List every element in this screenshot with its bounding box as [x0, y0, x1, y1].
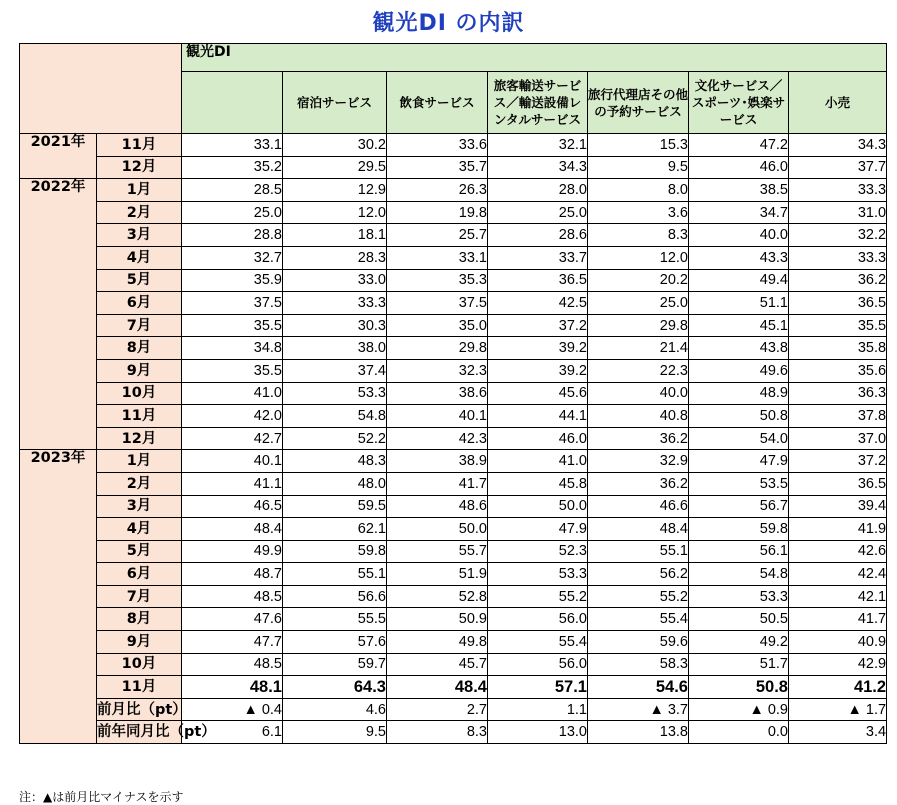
value-cell: 37.4	[283, 359, 387, 382]
summary-value-cell: 6.1	[182, 721, 283, 744]
value-cell: 43.8	[689, 337, 789, 360]
summary-value-cell: 2.7	[387, 698, 488, 721]
month-label: 2月	[97, 201, 182, 224]
month-label: 11月	[97, 676, 182, 699]
value-cell: 56.0	[488, 608, 588, 631]
month-label: 2月	[97, 472, 182, 495]
month-label: 4月	[97, 246, 182, 269]
summary-value-cell: ▲ 0.4	[182, 698, 283, 721]
value-cell: 51.9	[387, 563, 488, 586]
value-cell: 49.4	[689, 269, 789, 292]
value-cell: 35.9	[182, 269, 283, 292]
table-row	[20, 540, 887, 563]
value-cell: 57.6	[283, 631, 387, 654]
table-row	[20, 585, 887, 608]
value-cell: 56.1	[689, 540, 789, 563]
value-cell: 53.5	[689, 472, 789, 495]
footnote: 注：▲は前月比マイナスを示す	[19, 790, 184, 804]
value-cell: 40.8	[588, 405, 689, 428]
value-cell: 59.7	[283, 653, 387, 676]
value-cell: 40.0	[588, 382, 689, 405]
value-cell: 12.9	[283, 179, 387, 202]
value-cell: 36.2	[789, 269, 887, 292]
table-row	[20, 292, 887, 315]
value-cell: 3.6	[588, 201, 689, 224]
value-cell: 47.9	[488, 518, 588, 541]
value-cell: 26.3	[387, 179, 488, 202]
value-cell: 52.8	[387, 585, 488, 608]
table-row	[20, 472, 887, 495]
value-cell: 40.0	[689, 224, 789, 247]
table-row	[20, 382, 887, 405]
value-cell: 42.1	[789, 585, 887, 608]
value-cell: 50.9	[387, 608, 488, 631]
value-cell: 25.0	[182, 201, 283, 224]
value-cell: 45.7	[387, 653, 488, 676]
table-row	[20, 359, 887, 382]
value-cell: 51.7	[689, 653, 789, 676]
month-label: 11月	[97, 134, 182, 157]
value-cell: 8.3	[588, 224, 689, 247]
value-cell: 37.0	[789, 427, 887, 450]
value-cell: 48.4	[387, 676, 488, 699]
value-cell: 48.3	[283, 450, 387, 473]
value-cell: 54.8	[689, 563, 789, 586]
value-cell: 38.9	[387, 450, 488, 473]
month-label: 7月	[97, 314, 182, 337]
value-cell: 35.6	[789, 359, 887, 382]
month-label: 3月	[97, 495, 182, 518]
value-cell: 42.5	[488, 292, 588, 315]
summary-value-cell: 13.8	[588, 721, 689, 744]
value-cell: 40.9	[789, 631, 887, 654]
summary-value-cell: ▲ 3.7	[588, 698, 689, 721]
month-label: 5月	[97, 540, 182, 563]
table-row	[20, 269, 887, 292]
value-cell: 45.1	[689, 314, 789, 337]
value-cell: 38.5	[689, 179, 789, 202]
value-cell: 56.6	[283, 585, 387, 608]
value-cell: 49.6	[689, 359, 789, 382]
value-cell: 46.5	[182, 495, 283, 518]
summary-value-cell: 3.4	[789, 721, 887, 744]
table-row	[20, 676, 887, 699]
value-cell: 15.3	[588, 134, 689, 157]
value-cell: 42.9	[789, 653, 887, 676]
value-cell: 59.8	[689, 518, 789, 541]
value-cell: 30.2	[283, 134, 387, 157]
value-cell: 55.1	[588, 540, 689, 563]
value-cell: 28.3	[283, 246, 387, 269]
value-cell: 48.0	[283, 472, 387, 495]
value-cell: 19.8	[387, 201, 488, 224]
value-cell: 38.0	[283, 337, 387, 360]
table-row	[20, 405, 887, 428]
table-row	[20, 608, 887, 631]
month-label: 8月	[97, 608, 182, 631]
value-cell: 39.4	[789, 495, 887, 518]
value-cell: 58.3	[588, 653, 689, 676]
value-cell: 37.5	[387, 292, 488, 315]
value-cell: 39.2	[488, 359, 588, 382]
value-cell: 34.3	[789, 134, 887, 157]
header-col-total	[182, 72, 283, 134]
value-cell: 59.5	[283, 495, 387, 518]
header-row-1	[20, 44, 887, 72]
table-row	[20, 427, 887, 450]
value-cell: 48.4	[588, 518, 689, 541]
summary-value-cell: 4.6	[283, 698, 387, 721]
value-cell: 48.6	[387, 495, 488, 518]
value-cell: 48.5	[182, 653, 283, 676]
table-row	[20, 450, 887, 473]
value-cell: 35.2	[182, 156, 283, 179]
value-cell: 33.0	[283, 269, 387, 292]
value-cell: 54.0	[689, 427, 789, 450]
value-cell: 32.3	[387, 359, 488, 382]
value-cell: 32.1	[488, 134, 588, 157]
value-cell: 55.5	[283, 608, 387, 631]
value-cell: 42.3	[387, 427, 488, 450]
month-label: 6月	[97, 563, 182, 586]
value-cell: 55.4	[588, 608, 689, 631]
value-cell: 35.7	[387, 156, 488, 179]
value-cell: 48.1	[182, 676, 283, 699]
year-label: 2023年	[20, 450, 97, 744]
value-cell: 48.4	[182, 518, 283, 541]
value-cell: 29.8	[387, 337, 488, 360]
value-cell: 55.1	[283, 563, 387, 586]
year-label: 2022年	[20, 179, 97, 450]
table-row	[20, 179, 887, 202]
month-label: 8月	[97, 337, 182, 360]
summary-row	[20, 721, 887, 744]
value-cell: 28.0	[488, 179, 588, 202]
month-label: 7月	[97, 585, 182, 608]
value-cell: 49.8	[387, 631, 488, 654]
value-cell: 43.3	[689, 246, 789, 269]
year-label: 2021年	[20, 134, 97, 179]
value-cell: 47.6	[182, 608, 283, 631]
value-cell: 54.8	[283, 405, 387, 428]
value-cell: 50.0	[488, 495, 588, 518]
value-cell: 42.6	[789, 540, 887, 563]
summary-value-cell: ▲ 1.7	[789, 698, 887, 721]
value-cell: 55.4	[488, 631, 588, 654]
value-cell: 53.3	[283, 382, 387, 405]
summary-value-cell: 1.1	[488, 698, 588, 721]
value-cell: 46.6	[588, 495, 689, 518]
value-cell: 28.6	[488, 224, 588, 247]
value-cell: 39.2	[488, 337, 588, 360]
month-label: 3月	[97, 224, 182, 247]
month-label: 1月	[97, 179, 182, 202]
value-cell: 32.2	[789, 224, 887, 247]
value-cell: 51.1	[689, 292, 789, 315]
value-cell: 37.2	[789, 450, 887, 473]
value-cell: 62.1	[283, 518, 387, 541]
value-cell: 35.0	[387, 314, 488, 337]
table-row	[20, 653, 887, 676]
value-cell: 12.0	[283, 201, 387, 224]
value-cell: 41.1	[182, 472, 283, 495]
summary-value-cell: 8.3	[387, 721, 488, 744]
value-cell: 40.1	[182, 450, 283, 473]
value-cell: 44.1	[488, 405, 588, 428]
value-cell: 33.3	[789, 246, 887, 269]
month-label: 10月	[97, 382, 182, 405]
value-cell: 18.1	[283, 224, 387, 247]
value-cell: 36.2	[588, 427, 689, 450]
value-cell: 42.4	[789, 563, 887, 586]
value-cell: 41.7	[387, 472, 488, 495]
value-cell: 37.5	[182, 292, 283, 315]
value-cell: 52.2	[283, 427, 387, 450]
month-label: 4月	[97, 518, 182, 541]
table-row	[20, 563, 887, 586]
value-cell: 35.8	[789, 337, 887, 360]
value-cell: 49.9	[182, 540, 283, 563]
value-cell: 28.5	[182, 179, 283, 202]
value-cell: 31.0	[789, 201, 887, 224]
value-cell: 29.5	[283, 156, 387, 179]
value-cell: 54.6	[588, 676, 689, 699]
value-cell: 33.6	[387, 134, 488, 157]
value-cell: 41.7	[789, 608, 887, 631]
month-label: 9月	[97, 359, 182, 382]
month-label: 12月	[97, 427, 182, 450]
summary-value-cell: ▲ 0.9	[689, 698, 789, 721]
table-row	[20, 518, 887, 541]
value-cell: 50.8	[689, 405, 789, 428]
header-col-retail: 小売	[789, 72, 887, 134]
month-label: 5月	[97, 269, 182, 292]
value-cell: 42.0	[182, 405, 283, 428]
value-cell: 36.3	[789, 382, 887, 405]
value-cell: 30.3	[283, 314, 387, 337]
value-cell: 57.1	[488, 676, 588, 699]
value-cell: 32.7	[182, 246, 283, 269]
value-cell: 25.0	[588, 292, 689, 315]
value-cell: 49.2	[689, 631, 789, 654]
header-col-culture-sports: 文化サービス／スポーツ･娯楽サービス	[689, 72, 789, 134]
value-cell: 32.9	[588, 450, 689, 473]
value-cell: 40.1	[387, 405, 488, 428]
value-cell: 47.7	[182, 631, 283, 654]
summary-row	[20, 698, 887, 721]
month-label: 9月	[97, 631, 182, 654]
value-cell: 35.5	[182, 359, 283, 382]
value-cell: 25.7	[387, 224, 488, 247]
month-label: 6月	[97, 292, 182, 315]
value-cell: 37.7	[789, 156, 887, 179]
summary-value-cell: 0.0	[689, 721, 789, 744]
value-cell: 33.3	[789, 179, 887, 202]
value-cell: 42.7	[182, 427, 283, 450]
value-cell: 53.3	[488, 563, 588, 586]
header-corner	[20, 44, 182, 134]
value-cell: 34.7	[689, 201, 789, 224]
summary-label: 前月比（pt）	[97, 698, 182, 721]
table-row	[20, 201, 887, 224]
value-cell: 55.2	[588, 585, 689, 608]
summary-value-cell: 9.5	[283, 721, 387, 744]
month-label: 12月	[97, 156, 182, 179]
value-cell: 33.1	[182, 134, 283, 157]
month-label: 1月	[97, 450, 182, 473]
value-cell: 35.3	[387, 269, 488, 292]
value-cell: 33.3	[283, 292, 387, 315]
value-cell: 46.0	[689, 156, 789, 179]
value-cell: 9.5	[588, 156, 689, 179]
value-cell: 35.5	[182, 314, 283, 337]
value-cell: 48.5	[182, 585, 283, 608]
value-cell: 36.2	[588, 472, 689, 495]
value-cell: 33.7	[488, 246, 588, 269]
header-main: 観光DI	[182, 44, 887, 72]
table-row	[20, 314, 887, 337]
value-cell: 20.2	[588, 269, 689, 292]
value-cell: 41.9	[789, 518, 887, 541]
value-cell: 33.1	[387, 246, 488, 269]
value-cell: 56.2	[588, 563, 689, 586]
value-cell: 21.4	[588, 337, 689, 360]
month-label: 11月	[97, 405, 182, 428]
table-row	[20, 224, 887, 247]
value-cell: 47.2	[689, 134, 789, 157]
value-cell: 52.3	[488, 540, 588, 563]
value-cell: 28.8	[182, 224, 283, 247]
header-col-transport: 旅客輸送サービス／輸送設備レンタルサービス	[488, 72, 588, 134]
value-cell: 25.0	[488, 201, 588, 224]
table-row	[20, 337, 887, 360]
summary-value-cell: 13.0	[488, 721, 588, 744]
value-cell: 36.5	[789, 292, 887, 315]
value-cell: 38.6	[387, 382, 488, 405]
value-cell: 41.0	[488, 450, 588, 473]
value-cell: 37.2	[488, 314, 588, 337]
table-row	[20, 246, 887, 269]
value-cell: 64.3	[283, 676, 387, 699]
value-cell: 50.5	[689, 608, 789, 631]
value-cell: 55.2	[488, 585, 588, 608]
value-cell: 41.2	[789, 676, 887, 699]
value-cell: 35.5	[789, 314, 887, 337]
month-label: 10月	[97, 653, 182, 676]
value-cell: 45.6	[488, 382, 588, 405]
value-cell: 59.6	[588, 631, 689, 654]
value-cell: 8.0	[588, 179, 689, 202]
value-cell: 50.0	[387, 518, 488, 541]
summary-label: 前年同月比（pt）	[97, 721, 182, 744]
table-row	[20, 156, 887, 179]
value-cell: 36.5	[488, 269, 588, 292]
value-cell: 47.9	[689, 450, 789, 473]
header-col-accommodation: 宿泊サービス	[283, 72, 387, 134]
value-cell: 55.7	[387, 540, 488, 563]
value-cell: 41.0	[182, 382, 283, 405]
value-cell: 34.3	[488, 156, 588, 179]
value-cell: 34.8	[182, 337, 283, 360]
table-row	[20, 495, 887, 518]
value-cell: 37.8	[789, 405, 887, 428]
value-cell: 48.9	[689, 382, 789, 405]
header-col-food: 飲食サービス	[387, 72, 488, 134]
value-cell: 45.8	[488, 472, 588, 495]
value-cell: 36.5	[789, 472, 887, 495]
table-row	[20, 631, 887, 654]
tourism-di-table	[19, 43, 887, 744]
header-col-travel-agency: 旅行代理店その他の予約サービス	[588, 72, 689, 134]
value-cell: 22.3	[588, 359, 689, 382]
value-cell: 29.8	[588, 314, 689, 337]
value-cell: 56.0	[488, 653, 588, 676]
value-cell: 48.7	[182, 563, 283, 586]
page-title: 観光DI の内訳	[372, 11, 525, 36]
value-cell: 46.0	[488, 427, 588, 450]
value-cell: 56.7	[689, 495, 789, 518]
table-row	[20, 134, 887, 157]
value-cell: 12.0	[588, 246, 689, 269]
value-cell: 59.8	[283, 540, 387, 563]
value-cell: 53.3	[689, 585, 789, 608]
value-cell: 50.8	[689, 676, 789, 699]
